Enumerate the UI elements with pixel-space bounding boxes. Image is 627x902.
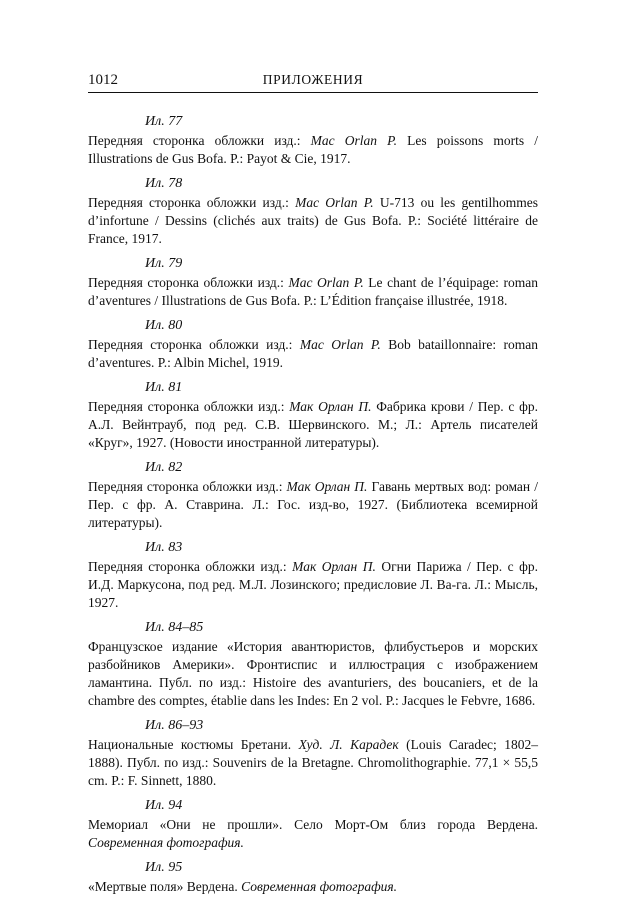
illustration-label: Ил. 82	[145, 460, 183, 475]
illustration-description	[88, 274, 538, 310]
description-segment: (Louis Caradec; 1802–1888). Публ. по изд.: Souvenirs de la Bretagne. Chromolithographie. 77,1 × 55,5 cm. P.: F. Sinnett, 1880.	[88, 737, 539, 788]
running-head: ПРИЛОЖЕНИЯ	[262, 72, 364, 87]
illustration-label: Ил. 95	[145, 860, 183, 875]
illustration-description	[88, 194, 538, 248]
description-italic-segment: Современная фотография.	[241, 879, 398, 894]
description-segment: Мемориал «Они не прошли». Село Морт-Ом близ города Вердена.	[88, 817, 538, 832]
description-italic-segment: Мак Орлан П.	[289, 399, 372, 414]
description-italic-segment: Мак Орлан П.	[286, 479, 368, 494]
illustration-label: Ил. 83	[145, 540, 183, 555]
illustration-label: Ил. 80	[145, 318, 183, 333]
description-segment: Передняя сторонка обложки изд.:	[88, 399, 290, 414]
description-segment: «Мертвые поля» Вердена.	[88, 879, 242, 894]
description-italic-segment: Mac Orlan P.	[299, 337, 381, 352]
description-italic-segment: Mac Orlan P.	[288, 275, 364, 290]
illustration-label: Ил. 94	[145, 798, 183, 813]
illustration-entry	[88, 112, 538, 168]
illustration-description	[88, 478, 538, 532]
illustration-label: Ил. 77	[145, 114, 183, 129]
description-segment: U-713 ou les gentilhommes d’infortune / Dessins (clichés aux traits) de Gus Bofa. P.: Société littéraire de France, 1917.	[88, 195, 538, 246]
description-segment: Передняя сторонка обложки изд.:	[88, 195, 296, 210]
description-italic-segment: Современная фотография.	[88, 835, 244, 850]
illustration-list	[88, 112, 538, 902]
illustration-description	[88, 816, 538, 852]
description-italic-segment: Худ. Л. Карадек	[298, 737, 399, 752]
header-rule	[88, 92, 538, 93]
illustration-label: Ил. 79	[145, 256, 183, 271]
illustration-entry	[88, 538, 538, 612]
page-number: 1012	[88, 72, 118, 88]
illustration-entry	[88, 796, 538, 852]
description-segment: Гавань мертвых вод: роман / Пер. с фр. А. Ставрина. Л.: Гос. изд-во, 1927. (Библиотека всемирной литературы).	[88, 479, 538, 530]
illustration-entry	[88, 174, 538, 248]
description-segment: Передняя сторонка обложки изд.:	[88, 275, 289, 290]
illustration-entry	[88, 254, 538, 310]
illustration-entry	[88, 458, 538, 532]
description-segment: Передняя сторонка обложки изд.:	[88, 559, 293, 574]
illustration-entry	[88, 716, 538, 790]
page-header	[88, 72, 538, 92]
description-italic-segment: Мак Орлан П.	[292, 559, 376, 574]
description-segment: Передняя сторонка обложки изд.:	[88, 133, 311, 148]
illustration-entry	[88, 316, 538, 372]
illustration-description	[88, 638, 538, 710]
illustration-description	[88, 878, 538, 896]
description-segment: Le chant de l’équipage: roman d’aventures / Illustrations de Gus Bofa. P.: L’Édition française illustrée, 1918.	[88, 275, 538, 308]
illustration-label: Ил. 84–85	[145, 620, 204, 635]
illustration-description	[88, 132, 538, 168]
description-segment: Национальные костюмы Бретани.	[88, 737, 299, 752]
description-segment: Bob bataillonnaire: roman d’aventures. P.: Albin Michel, 1919.	[88, 337, 538, 370]
illustration-entry	[88, 378, 538, 452]
illustration-description	[88, 736, 538, 790]
description-segment: Les poissons morts / Illustrations de Gus Bofa. P.: Payot & Cie, 1917.	[88, 133, 538, 166]
illustration-label: Ил. 86–93	[145, 718, 204, 733]
description-segment: Фабрика крови / Пер. с фр. А.Л. Вейнтрауб, под ред. С.В. Шервинского. М.; Л.: Артель писателей «Круг», 1927. (Новости иностранной литературы).	[88, 399, 538, 450]
illustration-description	[88, 398, 538, 452]
description-segment: Передняя сторонка обложки изд.:	[88, 337, 300, 352]
illustration-entry	[88, 618, 538, 710]
description-segment: Французское издание «История авантюристов, флибустьеров и морских разбойников Америки». Фронтиспис и иллюстрация с изображением ламантина. Публ. по изд.: Histoire des avanturiers, des boucaniers, et de la chambre des comptes, établie dans les Indes: En 2 vol. P.: Jacques le Febvre, 1686.	[88, 639, 538, 708]
illustration-label: Ил. 78	[145, 176, 183, 191]
illustration-entry	[88, 858, 538, 896]
description-segment: Огни Парижа / Пер. с фр. И.Д. Маркусона, под ред. М.Л. Лозинского; предисловие Л. Ва-га. Л.: Мысль, 1927.	[88, 559, 538, 610]
illustration-description	[88, 558, 538, 612]
description-italic-segment: Mac Orlan P.	[295, 195, 374, 210]
description-italic-segment: Mac Orlan P.	[310, 133, 398, 148]
illustration-description	[88, 336, 538, 372]
illustration-label: Ил. 81	[145, 380, 183, 395]
description-segment: Передняя сторонка обложки изд.:	[88, 479, 287, 494]
